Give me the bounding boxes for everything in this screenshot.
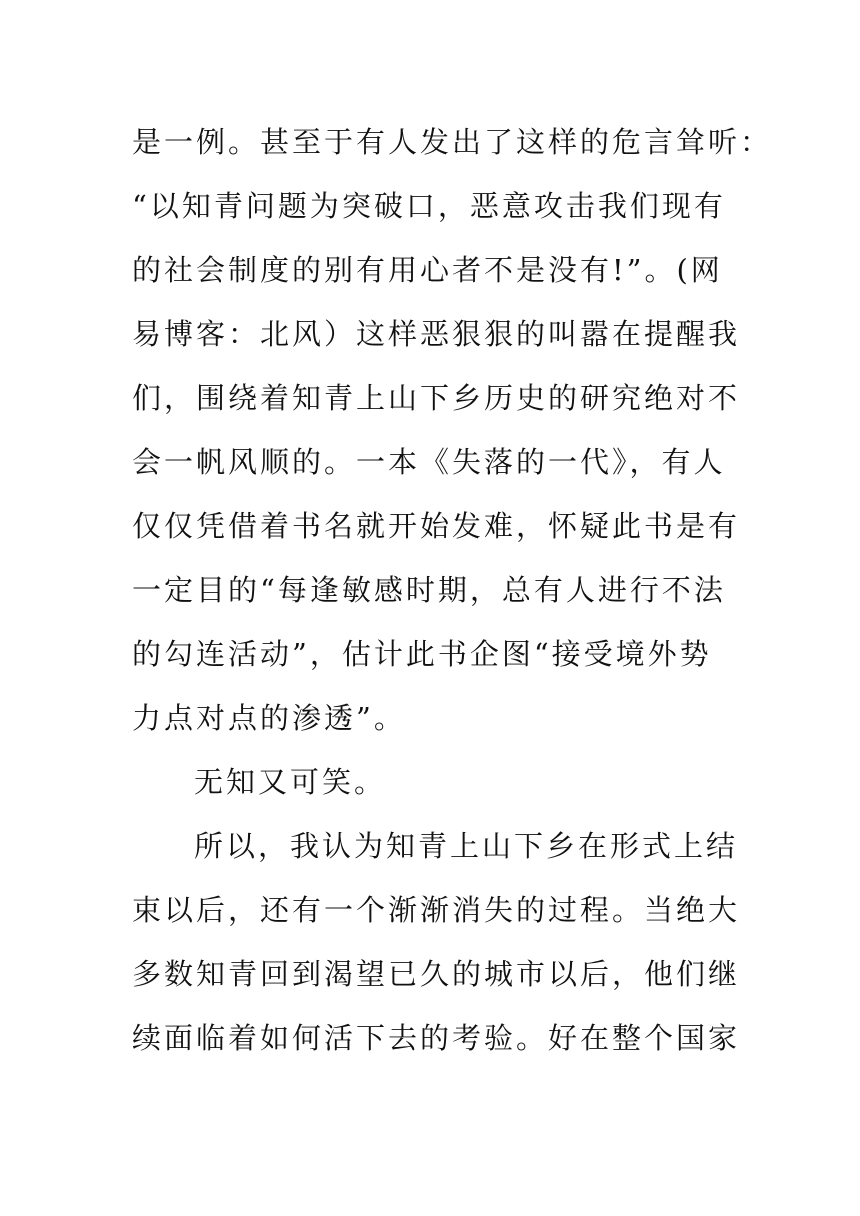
- text-line: 们，围绕着知青上山下乡历史的研究绝对不: [132, 381, 741, 415]
- text-line: 的勾连活动”，估计此书企图“接受境外势: [132, 637, 712, 671]
- text-line: 无知又可笑。: [194, 765, 387, 799]
- text-line: 仅仅凭借着书名就开始发难，怀疑此书是有: [132, 509, 741, 543]
- paragraph-2: [132, 750, 732, 814]
- text-line: 所以，我认为知青上山下乡在形式上结: [194, 829, 739, 863]
- text-line: 多数知青回到渴望已久的城市以后，他们继: [132, 957, 741, 991]
- paragraph-1: [132, 110, 773, 750]
- text-line: 束以后，还有一个渐渐消失的过程。当绝大: [132, 893, 741, 927]
- paragraph-3: [132, 814, 741, 1070]
- text-line: 会一帆风顺的。一本《失落的一代》，有人: [132, 445, 726, 479]
- text-line: 是一例。甚至于有人发出了这样的危言耸听：: [132, 125, 773, 159]
- text-line: 一定目的“每逢敏感时期，总有人进行不法: [132, 573, 726, 607]
- body-text: [132, 110, 773, 1070]
- text-line: “以知青问题为突破口，恶意攻击我们现有: [132, 189, 726, 223]
- text-line: 力点对点的渗透”。: [132, 701, 406, 735]
- text-line: 的社会制度的别有用心者不是没有!”。(网: [132, 253, 723, 287]
- text-line: 续面临着如何活下去的考验。好在整个国家: [132, 1021, 741, 1055]
- text-line: 易博客：北风）这样恶狠狠的叫嚣在提醒我: [132, 317, 741, 351]
